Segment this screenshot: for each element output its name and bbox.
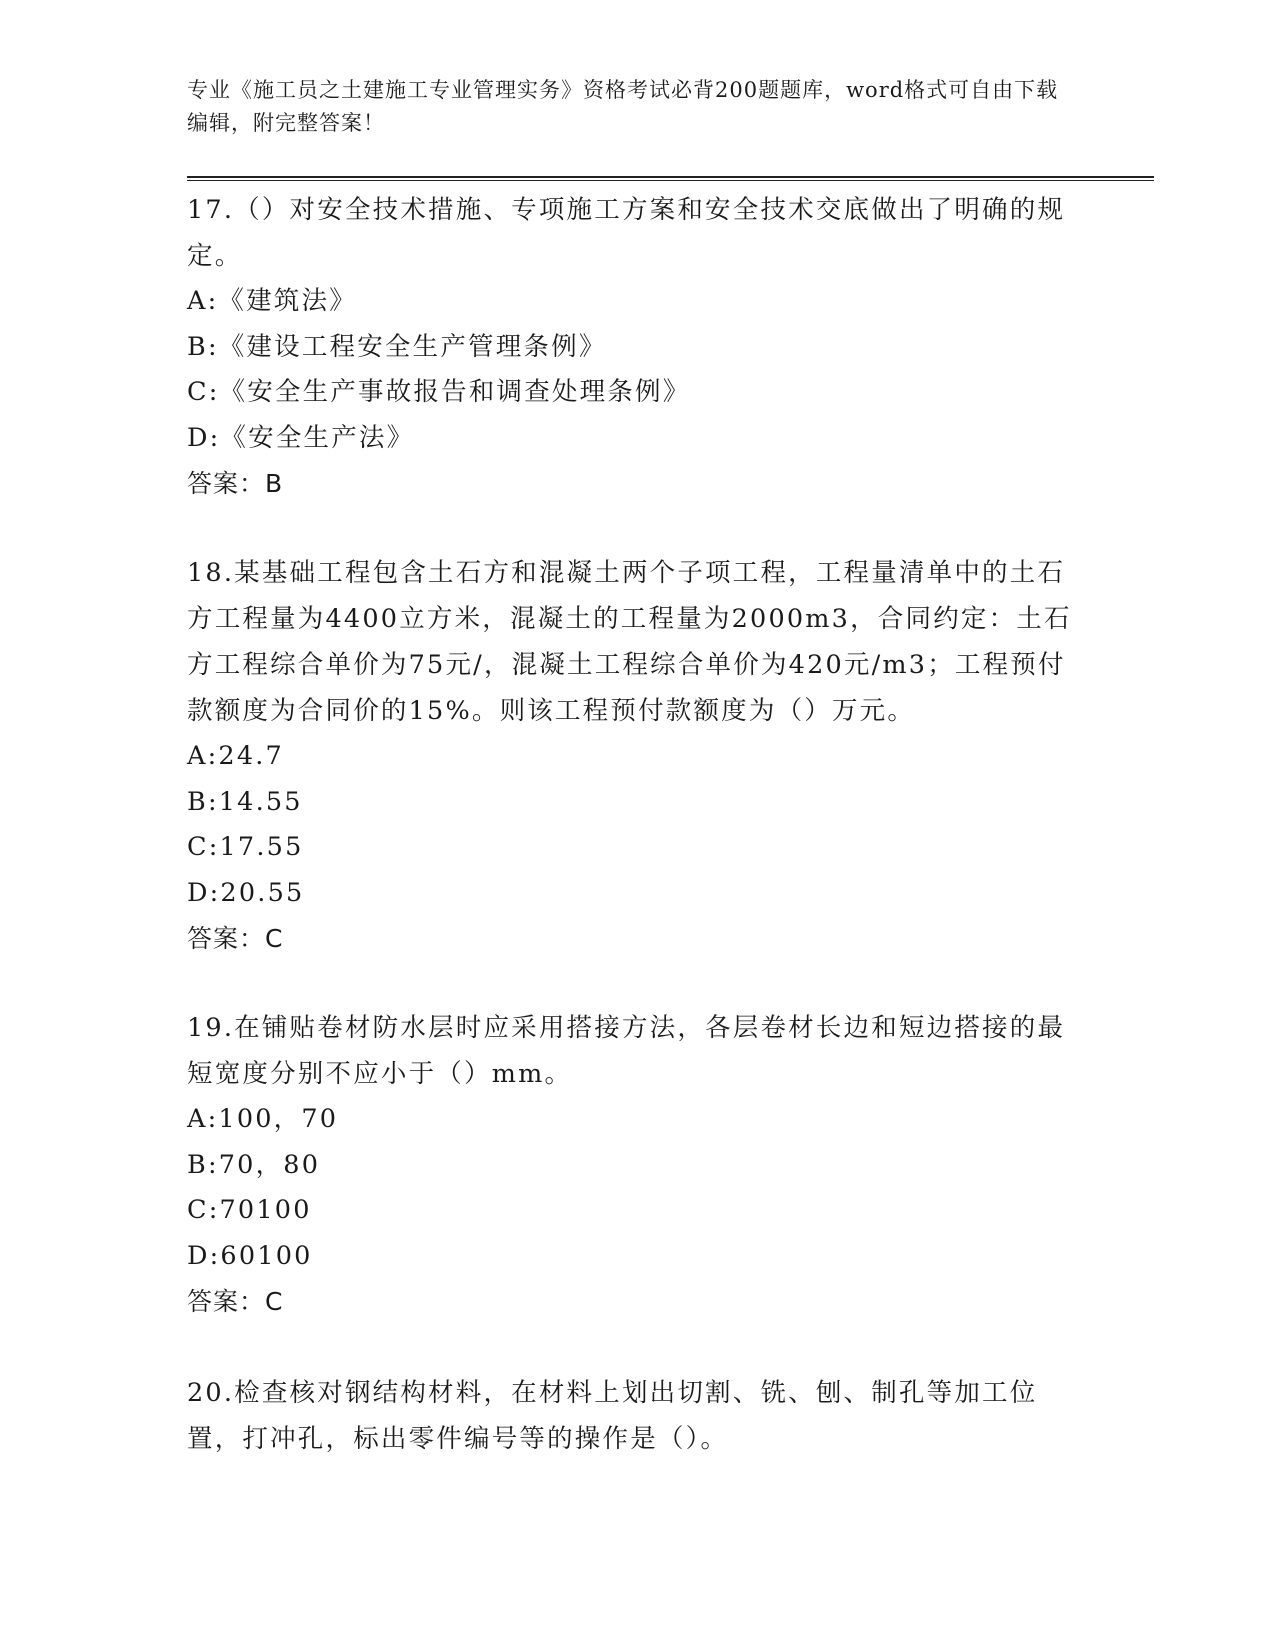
question-19 <box>187 1005 1087 1324</box>
option-b: B:70，80 <box>187 1149 321 1180</box>
question-18 <box>187 550 1087 961</box>
option-a: A:100，70 <box>187 1104 339 1134</box>
question-stem: 17.（）对安全技术措施、专项施工方案和安全技术交底做出了明确的规定。 <box>187 195 1066 271</box>
option-c: C:17.55 <box>187 832 304 862</box>
option-c: C:70100 <box>187 1195 312 1225</box>
option-d: D:60100 <box>187 1240 313 1271</box>
document-header: 专业《施工员之土建施工专业管理实务》资格考试必背200题题库，word格式可自由下载编辑，附完整答案！ <box>187 78 1059 135</box>
option-a: A:24.7 <box>187 741 284 771</box>
option-c: C:《安全生产事故报告和调查处理条例》 <box>187 377 691 407</box>
option-a: A:《建筑法》 <box>187 286 357 316</box>
question-17 <box>187 187 1087 506</box>
question-stem: 19.在铺贴卷材防水层时应采用搭接方法，各层卷材长边和短边搭接的最短宽度分别不应小于（）mm。 <box>187 1013 1066 1089</box>
answer-line: 答案：C <box>187 1287 284 1316</box>
question-stem: 20.检查核对钢结构材料，在材料上划出切割、铣、刨、制孔等加工位置，打冲孔，标出零件编号等的操作是（）。 <box>187 1378 1038 1454</box>
option-d: D:《安全生产法》 <box>187 422 415 453</box>
option-d: D:20.55 <box>187 877 305 908</box>
header-divider <box>187 176 1154 181</box>
answer-line: 答案：B <box>187 469 284 498</box>
question-stem: 18.某基础工程包含土石方和混凝土两个子项工程，工程量清单中的土石方工程量为4400立方米，混凝土的工程量为2000m3，合同约定：土石方工程综合单价为75元/，混凝土工程综合单价为420元/m3；工程预付款额度为合同价的15%。则该工程预付款额度为（）万元。 <box>187 558 1072 726</box>
option-b: B:《建设工程安全生产管理条例》 <box>187 331 607 362</box>
question-20 <box>187 1370 1087 1462</box>
option-b: B:14.55 <box>187 786 303 817</box>
answer-line: 答案：C <box>187 924 284 953</box>
